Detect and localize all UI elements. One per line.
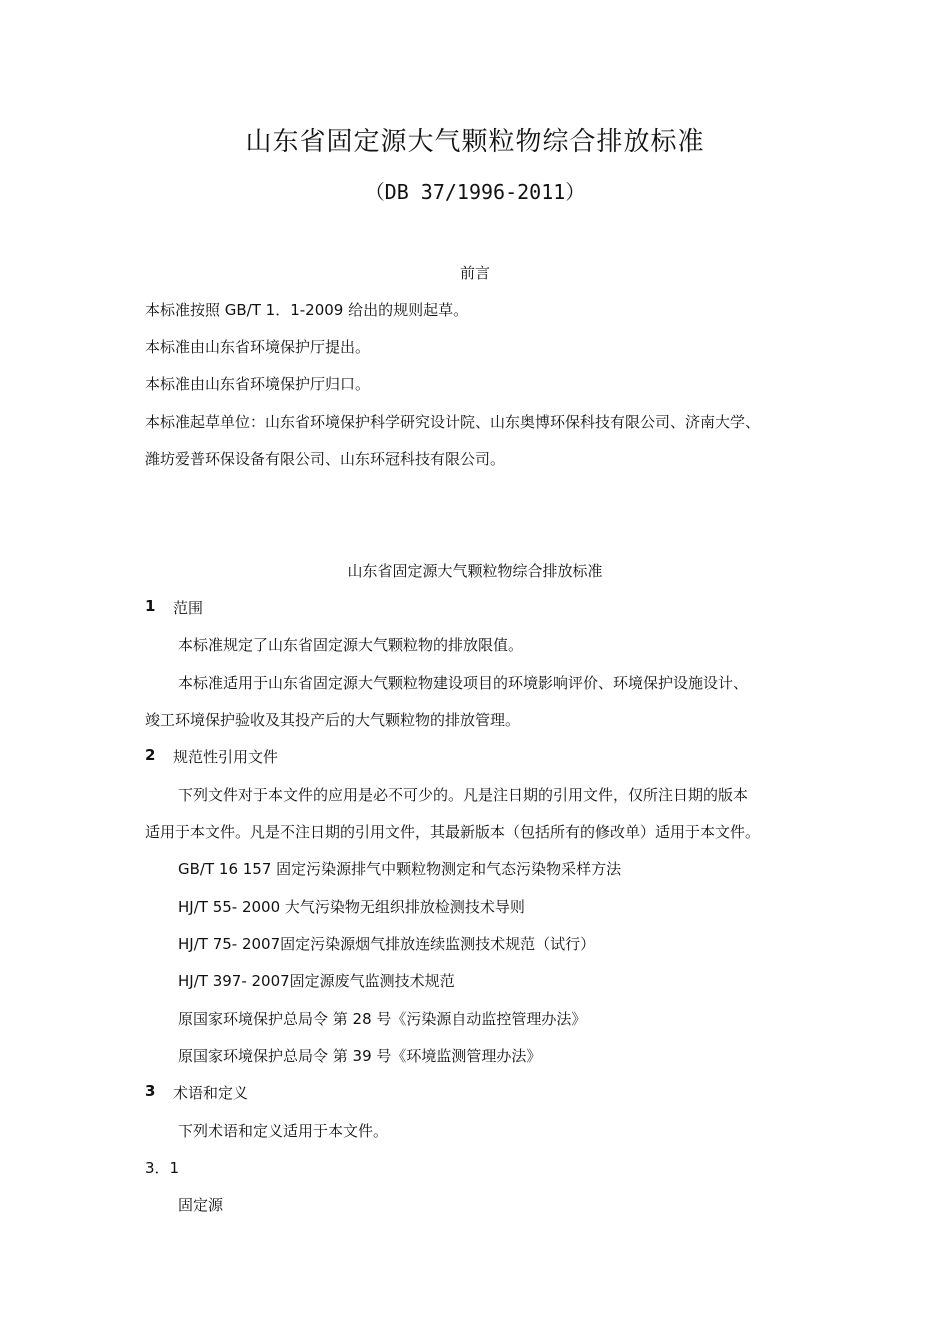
paragraph: 下列术语和定义适用于本文件。 [178, 1122, 389, 1140]
standard-code: （DB 37/1996-2011） [364, 180, 586, 204]
foreword-line: 本标准按照 GB/T 1．1-2009 给出的规则起草。 [145, 301, 469, 319]
section-number: 1 [145, 597, 156, 615]
reference-item: HJ/T 75- 2007固定污染源烟气排放连续监测技术规范（试行） [178, 935, 596, 953]
paragraph: 本标准规定了山东省固定源大气颗粒物的排放限值。 [178, 636, 524, 654]
section-number: 3 [145, 1082, 156, 1100]
section-title: 术语和定义 [173, 1084, 249, 1102]
section-number: 2 [145, 746, 156, 764]
reference-item: GB/T 16 157 固定污染源排气中颗粒物测定和气态污染物采样方法 [178, 860, 622, 878]
document-title: 山东省固定源大气颗粒物综合排放标准 [245, 127, 705, 157]
paragraph: 本标准适用于山东省固定源大气颗粒物建设项目的环境影响评价、环境保护设施设计、 [178, 674, 749, 692]
reference-item: 原国家环境保护总局令 第 28 号《污染源自动监控管理办法》 [178, 1010, 587, 1028]
section-title: 范围 [173, 599, 204, 617]
section-title: 规范性引用文件 [173, 748, 279, 766]
paragraph: 适用于本文件。凡是不注日期的引用文件，其最新版本（包括所有的修改单）适用于本文件。 [145, 823, 761, 841]
reference-item: 原国家环境保护总局令 第 39 号《环境监测管理办法》 [178, 1047, 542, 1065]
term-name: 固定源 [178, 1196, 224, 1214]
foreword-line: 本标准由山东省环境保护厅提出。 [145, 338, 371, 356]
foreword-line: 潍坊爱普环保设备有限公司、山东环冠科技有限公司。 [145, 450, 506, 468]
foreword-line: 本标准起草单位：山东省环境保护科学研究设计院、山东奥博环保科技有限公司、济南大学、 [145, 413, 761, 431]
foreword-heading: 前言 [459, 264, 490, 282]
body-title: 山东省固定源大气颗粒物综合排放标准 [347, 562, 603, 580]
reference-item: HJ/T 397- 2007固定源废气监测技术规范 [178, 972, 455, 990]
paragraph: 下列文件对于本文件的应用是必不可少的。凡是注日期的引用文件，仅所注日期的版本 [178, 786, 749, 804]
foreword-line: 本标准由山东省环境保护厅归口。 [145, 375, 371, 393]
reference-item: HJ/T 55- 2000 大气污染物无组织排放检测技术导则 [178, 898, 525, 916]
subsection-number: 3．1 [145, 1159, 180, 1177]
paragraph: 竣工环境保护验收及其投产后的大气颗粒物的排放管理。 [145, 711, 521, 729]
